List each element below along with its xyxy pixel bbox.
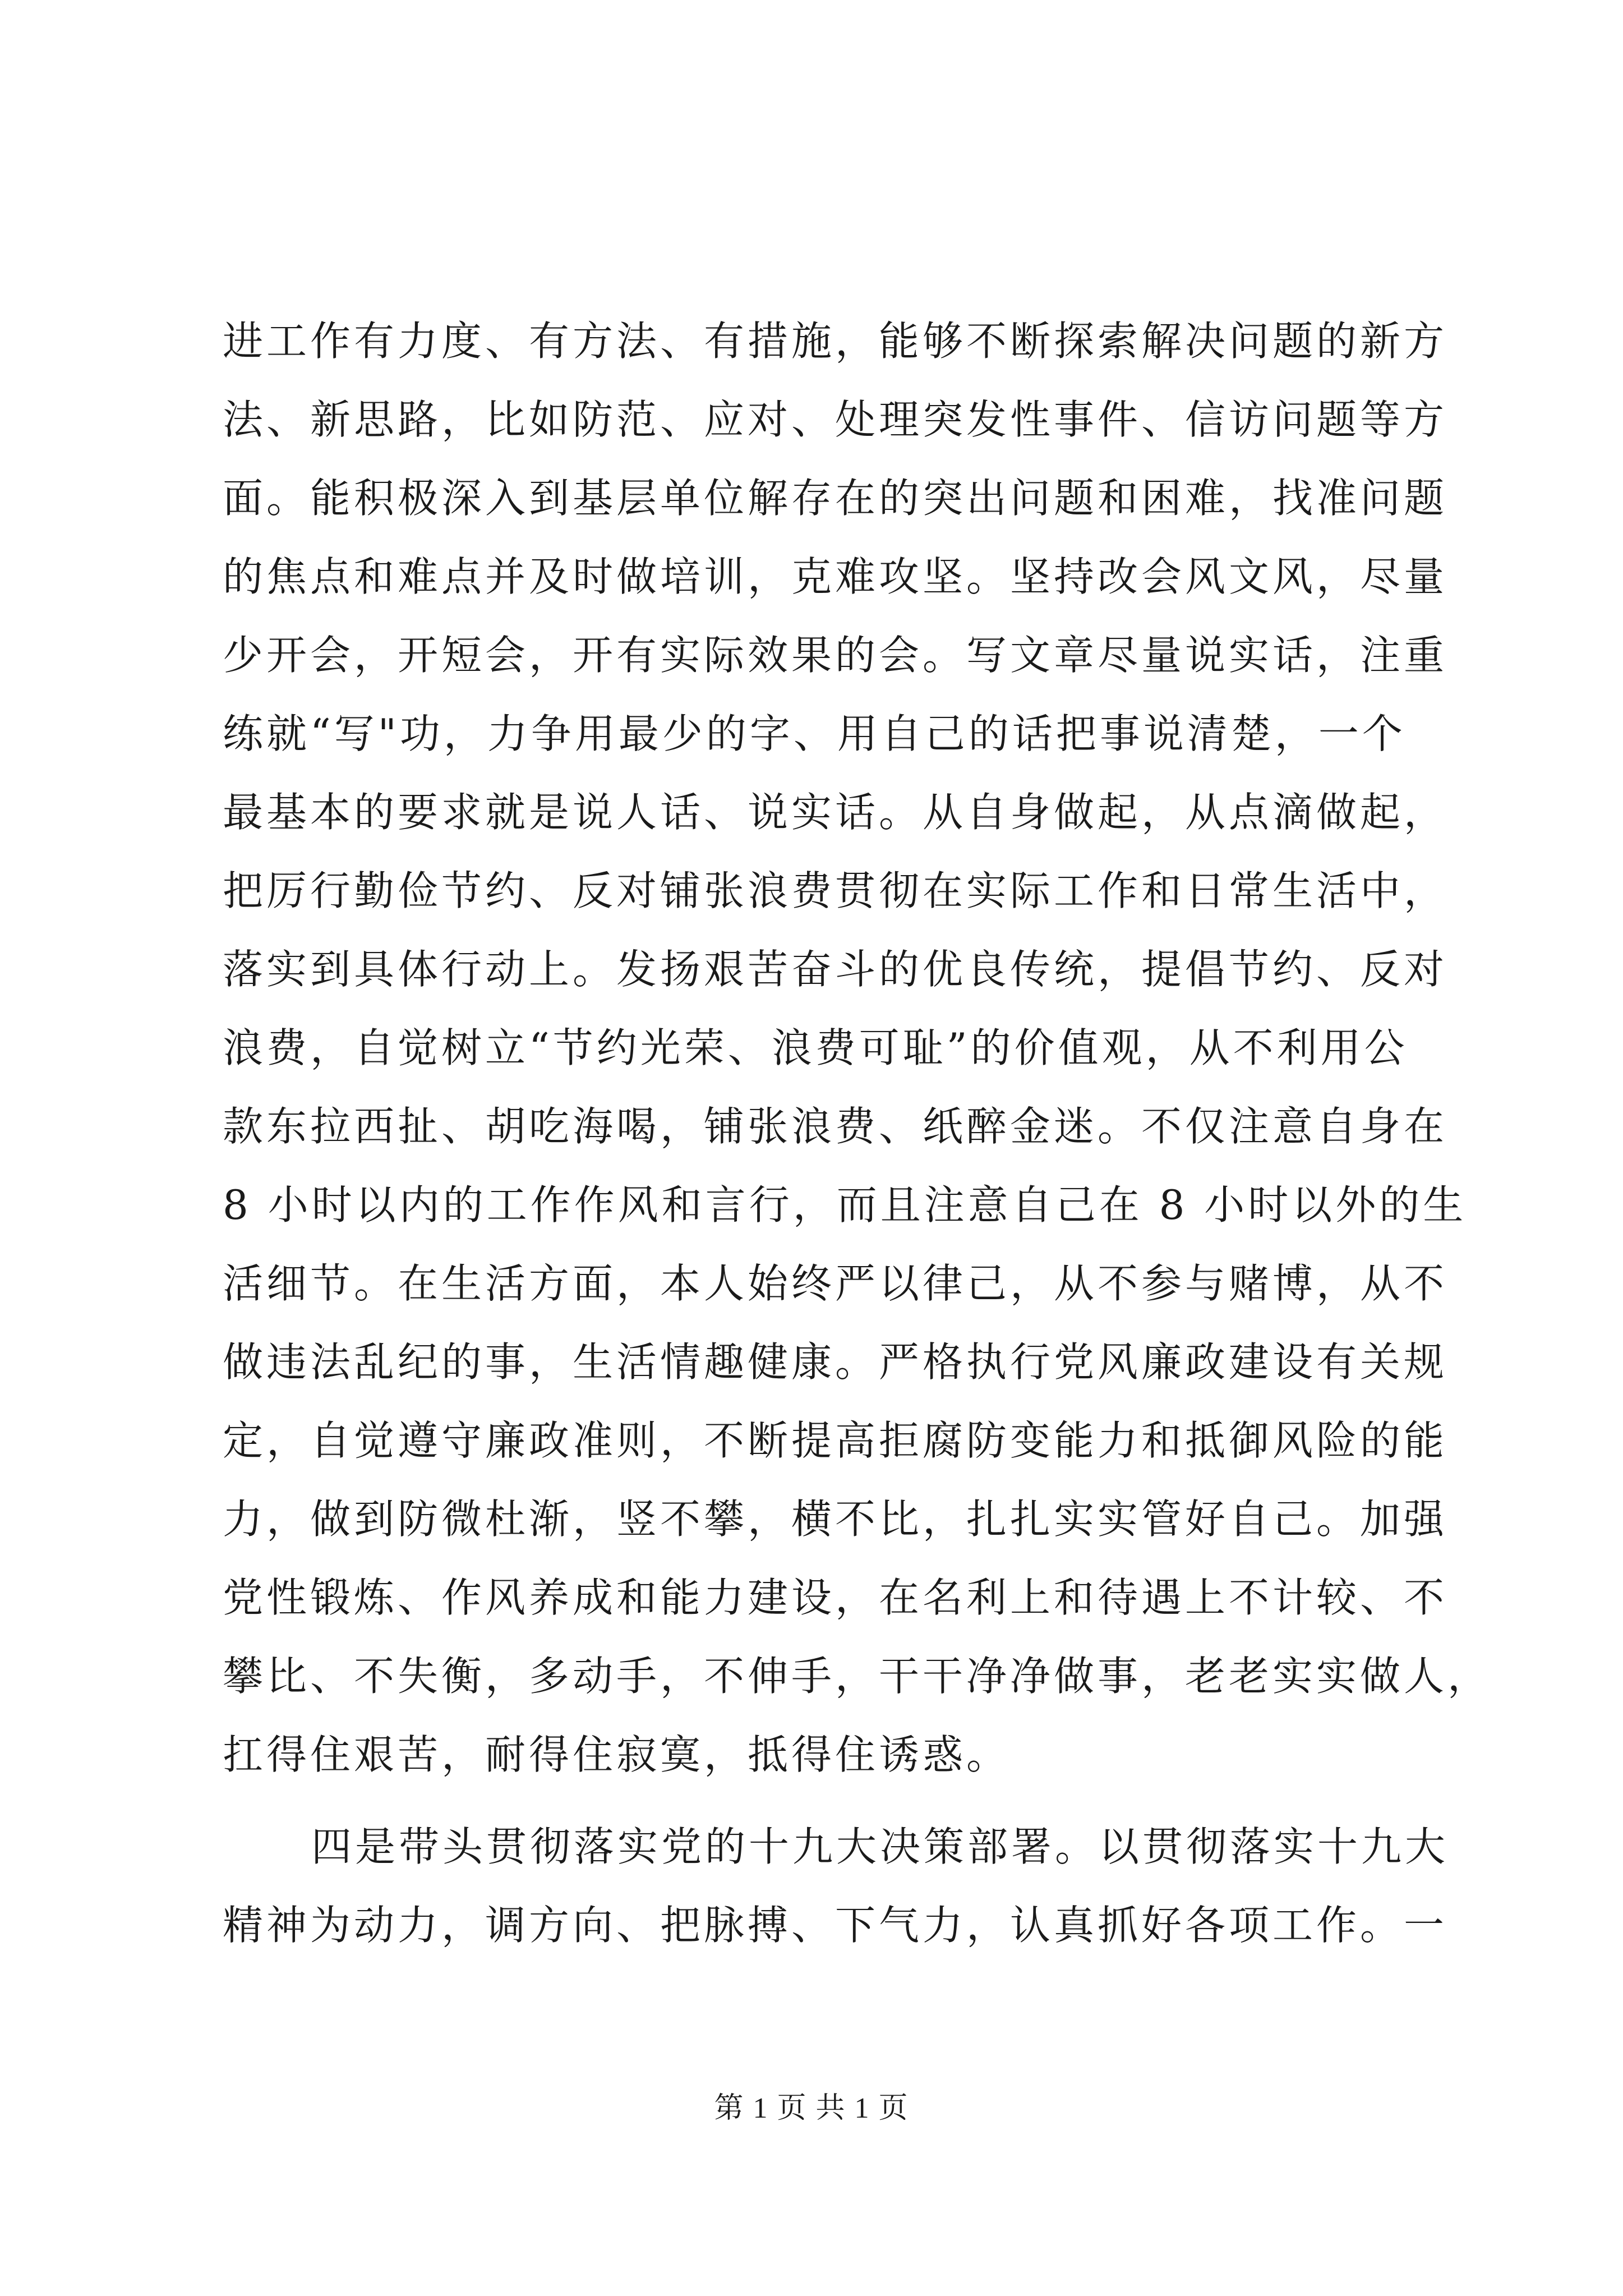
text-line: 活细节。在生活方面，本人始终严以律己，从不参与赌博，从不 [223, 1260, 1448, 1307]
document-body [223, 302, 1492, 1964]
text-line: 练就“写"功，力争用最少的字、用自己的话把事说清楚，一个 [223, 710, 1406, 757]
paragraph-1 [223, 302, 1492, 1794]
text-line: 8 小时以内的工作作风和言行，而且注意自己在 8 小时以外的生 [223, 1181, 1467, 1228]
text-line: 进工作有力度、有方法、有措施，能够不断探索解决问题的新方 [223, 318, 1448, 365]
text-line: 落实到具体行动上。发扬艰苦奋斗的优良传统，提倡节约、反对 [223, 946, 1448, 993]
page-footer [0, 2084, 1623, 2126]
text-line: 少开会，开短会，开有实际效果的会。写文章尽量说实话，注重 [223, 632, 1448, 679]
text-line: 精神为动力，调方向、把脉搏、下气力，认真抓好各项工作。一 [223, 1902, 1448, 1949]
text-line: 款东拉西扯、胡吃海喝，铺张浪费、纸醉金迷。不仅注意自身在 [223, 1103, 1448, 1150]
text-line: 把厉行勤俭节约、反对铺张浪费贯彻在实际工作和日常生活中， [223, 867, 1448, 914]
page-number-label: 第 1 页 共 1 页 [714, 2092, 909, 2124]
text-line: 攀比、不失衡，多动手，不伸手，干干净净做事，老老实实做人， [223, 1653, 1492, 1700]
text-line: 面。能积极深入到基层单位解存在的突出问题和困难，找准问题 [223, 475, 1448, 522]
paragraph-2 [223, 1807, 1449, 1964]
paragraph-spacer [223, 1794, 1438, 1807]
text-line: 扛得住艰苦，耐得住寂寞，抵得住诱惑。 [223, 1731, 1011, 1778]
text-line: 党性锻炼、作风养成和能力建设，在名利上和待遇上不计较、不 [223, 1574, 1448, 1621]
text-line: 的焦点和难点并及时做培训，克难攻坚。坚持改会风文风，尽量 [223, 553, 1448, 600]
text-line: 最基本的要求就是说人话、说实话。从自身做起，从点滴做起， [223, 789, 1448, 836]
text-line: 法、新思路，比如防范、应对、处理突发性事件、信访问题等方 [223, 396, 1448, 443]
text-line: 做违法乱纪的事，生活情趣健康。严格执行党风廉政建设有关规 [223, 1338, 1448, 1386]
text-line: 力，做到防微杜渐，竖不攀，横不比，扎扎实实管好自己。加强 [223, 1496, 1448, 1543]
text-line: 浪费，自觉树立“节约光荣、浪费可耻”的价值观，从不利用公 [223, 1024, 1408, 1071]
text-line-indented: 四是带头贯彻落实党的十九大决策部署。以贯彻落实十九大 [311, 1823, 1449, 1870]
text-line: 定，自觉遵守廉政准则，不断提高拒腐防变能力和抵御风险的能 [223, 1417, 1448, 1464]
